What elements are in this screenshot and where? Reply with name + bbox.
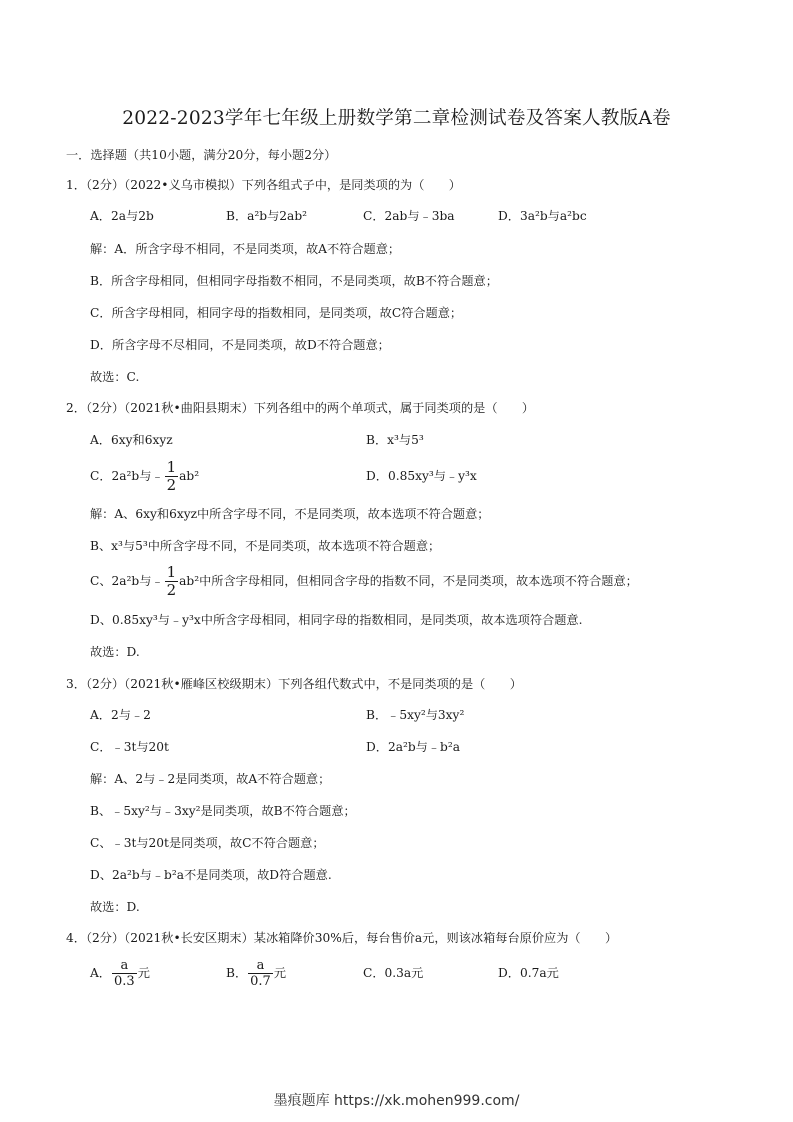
q2-solution-c-fraction: $\frac{1}{2}$ bbox=[166, 563, 177, 599]
q3-option-b[interactable]: B．﹣5xy²与3xy² bbox=[366, 708, 465, 722]
q4-option-d[interactable]: D．0.7a元 bbox=[498, 966, 559, 980]
q3-answer: 故选：D. bbox=[90, 900, 140, 914]
footer-watermark[interactable]: 墨痕题库 https://xk.mohen999.com/ bbox=[273, 1093, 520, 1109]
q4-option-b[interactable]: B． $\frac{a}{0.7}$ 元 bbox=[226, 958, 287, 989]
q1-answer: 故选：C. bbox=[90, 370, 140, 384]
q3-solution-d: D、2a²b与﹣b²a不是同类项，故D符合题意. bbox=[90, 868, 332, 882]
q2-option-b[interactable]: B．x³与5³ bbox=[366, 433, 424, 447]
q2-solution-d: D、0.85xy³与﹣y³x中所含字母相同，相同字母的指数相同，是同类项，故本选项符合题意. bbox=[90, 613, 583, 627]
q4-option-a[interactable]: A． $\frac{a}{0.3}$ 元 bbox=[90, 958, 150, 989]
q1-stem: 1．（2分）（2022•义乌市模拟）下列各组式子中，是同类项的为（ ） bbox=[66, 178, 461, 192]
q4-option-a-fraction: $\frac{a}{0.3}$ bbox=[114, 958, 135, 989]
q2-solution-b: B、x³与5³中所含字母不同，不是同类项，故本选项不符合题意； bbox=[90, 539, 441, 553]
q4-option-c[interactable]: C．0.3a元 bbox=[363, 966, 424, 980]
q2-answer: 故选：D. bbox=[90, 645, 140, 659]
page-title: 2022-2023学年七年级上册数学第二章检测试卷及答案人教版A卷 bbox=[122, 108, 671, 129]
q2-option-d[interactable]: D．0.85xy³与﹣y³x bbox=[366, 469, 477, 483]
q2-solution-c: C、2a²b与﹣ $\frac{1}{2}$ ab²中所含字母相同，但相同含字母的指数不同，不是同类项，故本选项不符合题意； bbox=[90, 563, 638, 599]
q3-solution-c: C、﹣3t与20t是同类项，故C不符合题意； bbox=[90, 836, 325, 850]
q3-option-d[interactable]: D．2a²b与﹣b²a bbox=[366, 740, 461, 754]
q1-solution-b: B．所含字母相同，但相同字母指数不相同，不是同类项，故B不符合题意； bbox=[90, 274, 498, 288]
q1-option-b[interactable]: B．a²b与2ab² bbox=[226, 209, 308, 223]
q4-stem: 4．（2分）（2021秋•长安区期末）某冰箱降价30%后，每台售价a元，则该冰箱每台原价应为（ ） bbox=[66, 931, 618, 945]
q3-option-a[interactable]: A．2与﹣2 bbox=[90, 708, 151, 722]
q3-option-c[interactable]: C．﹣3t与20t bbox=[90, 740, 169, 754]
section-heading: 一．选择题（共10小题，满分20分，每小题2分） bbox=[66, 148, 337, 162]
q1-option-d[interactable]: D．3a²b与a²bc bbox=[498, 209, 587, 223]
q2-option-c[interactable]: C．2a²b与﹣ $\frac{1}{2}$ ab² bbox=[90, 458, 200, 494]
q3-solution-b: B、﹣5xy²与﹣3xy²是同类项，故B不符合题意； bbox=[90, 804, 356, 818]
q2-stem: 2．（2分）（2021秋•曲阳县期末）下列各组中的两个单项式，属于同类项的是（ ） bbox=[66, 401, 535, 415]
q1-solution-d: D．所含字母不尽相同，不是同类项，故D不符合题意； bbox=[90, 338, 390, 352]
q2-option-a[interactable]: A．6xy和6xyz bbox=[90, 433, 173, 447]
q1-solution-c: C．所含字母相同，相同字母的指数相同，是同类项，故C符合题意； bbox=[90, 306, 463, 320]
q1-solution-a: 解：A．所含字母不相同，不是同类项，故A不符合题意； bbox=[90, 242, 401, 256]
q1-option-c[interactable]: C．2ab与﹣3ba bbox=[363, 209, 455, 223]
q4-option-b-fraction: $\frac{a}{0.7}$ bbox=[250, 958, 271, 989]
q1-option-a[interactable]: A．2a与2b bbox=[90, 209, 154, 223]
q2-option-c-fraction: $\frac{1}{2}$ bbox=[166, 458, 177, 494]
q3-stem: 3．（2分）（2021秋•雁峰区校级期末）下列各组代数式中，不是同类项的是（ ） bbox=[66, 677, 522, 691]
q2-solution-a: 解：A、6xy和6xyz中所含字母不同，不是同类项，故本选项不符合题意； bbox=[90, 507, 490, 521]
q3-solution-a: 解：A、2与﹣2是同类项，故A不符合题意； bbox=[90, 772, 331, 786]
